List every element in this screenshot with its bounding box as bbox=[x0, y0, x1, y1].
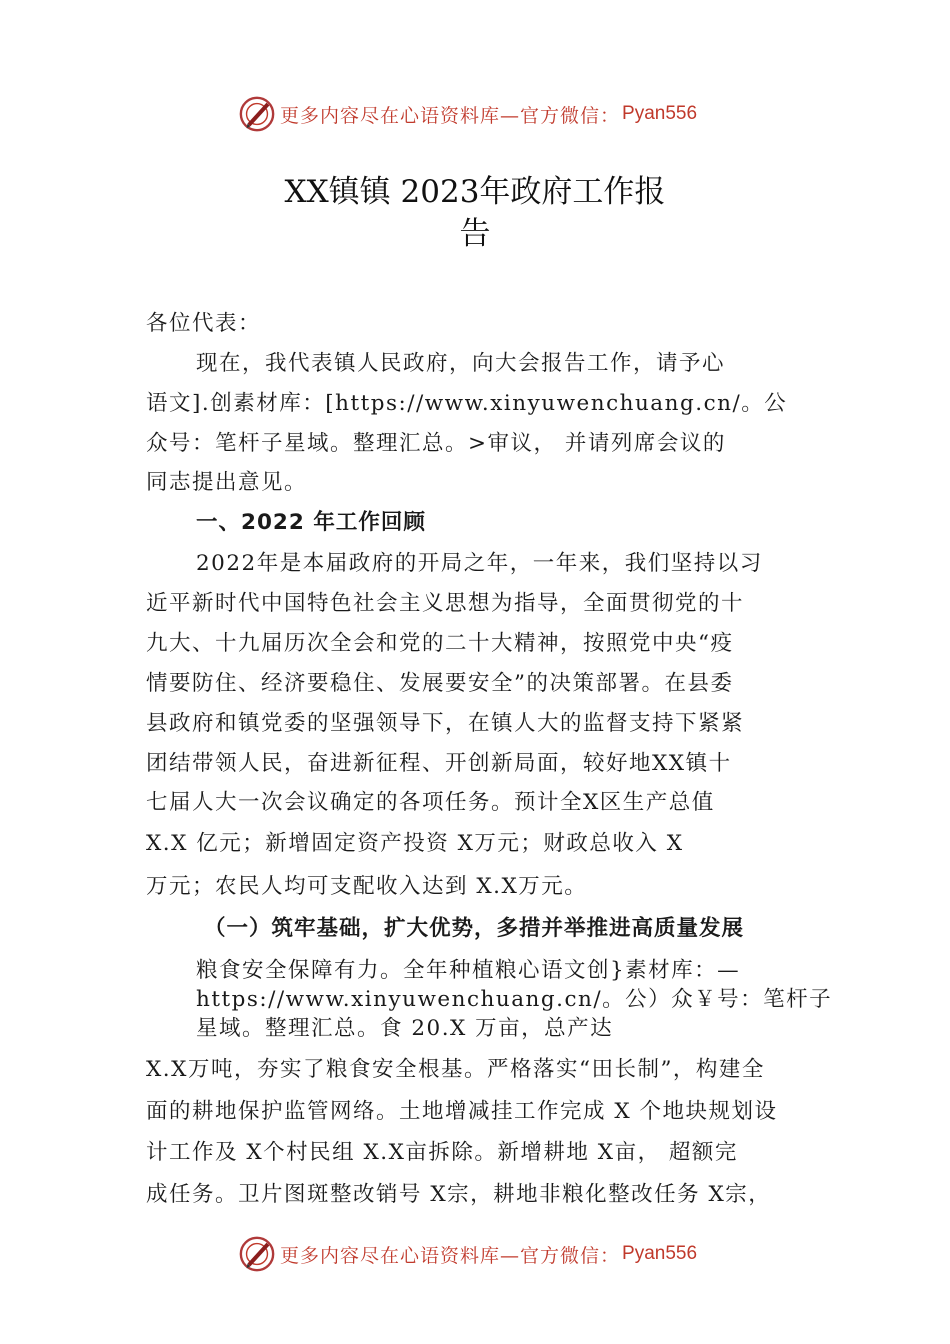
document-title-line-1: XX镇镇 2023年政府工作报 bbox=[284, 174, 666, 210]
paragraph-line: https://www.xinyuwenchuang.cn/。公）众￥号：笔杆子 bbox=[196, 987, 833, 1012]
paragraph-line: 众号：笔杆子星域。整理汇总。>审议， 并请列席会议的 bbox=[146, 431, 726, 456]
paragraph-line: 情要防住、经济要稳住、发展要安全”的决策部署。在县委 bbox=[146, 671, 734, 696]
paragraph-line: 面的耕地保护监管网络。土地增减挂工作完成 X 个地块规划设 bbox=[146, 1099, 778, 1124]
paragraph-line: X.X 亿元；新增固定资产投资 X万元；财政总收入 X bbox=[146, 831, 684, 856]
paragraph-line: 粮食安全保障有力。全年种植粮心语文创}素材库：— bbox=[196, 958, 741, 983]
section-heading: 一、2022 年工作回顾 bbox=[196, 510, 426, 535]
paragraph-line: 现在，我代表镇人民政府，向大会报告工作，请予心 bbox=[196, 351, 726, 376]
footer-banner bbox=[238, 1234, 758, 1274]
banner-wechat-id: Pyan556 bbox=[622, 1243, 698, 1264]
paragraph-line: X.X万吨，夯实了粮食安全根基。严格落实“田长制”，构建全 bbox=[146, 1057, 765, 1082]
paragraph-line: 成任务。卫片图斑整改销号 X宗，耕地非粮化整改任务 X宗， bbox=[146, 1182, 772, 1207]
brush-logo-icon bbox=[238, 95, 276, 133]
header-banner bbox=[238, 94, 758, 134]
document-title-line-2: 告 bbox=[459, 216, 491, 252]
banner-wechat-id: Pyan556 bbox=[622, 103, 698, 124]
salutation: 各位代表： bbox=[146, 311, 262, 336]
paragraph-line: 语文].创素材库：[https://www.xinyuwenchuang.cn/。公 bbox=[146, 391, 788, 416]
paragraph-line: 星域。整理汇总。食 20.X 万亩，总产达 bbox=[196, 1016, 614, 1041]
paragraph-line: 九大、十九届历次全会和党的二十大精神，按照党中央“疫 bbox=[146, 631, 734, 656]
paragraph-line: 县政府和镇党委的坚强领导下，在镇人大的监督支持下紧紧 bbox=[146, 711, 745, 736]
banner-text: 更多内容尽在心语资料库—官方微信： bbox=[280, 1244, 621, 1267]
subsection-heading: （一）筑牢基础，扩大优势，多措并举推进高质量发展 bbox=[204, 916, 745, 941]
paragraph-line: 2022年是本届政府的开局之年，一年来，我们坚持以习 bbox=[196, 551, 763, 576]
paragraph-line: 近平新时代中国特色社会主义思想为指导，全面贯彻党的十 bbox=[146, 591, 745, 616]
paragraph-line: 团结带领人民，奋进新征程、开创新局面，较好地XX镇十 bbox=[146, 751, 732, 776]
paragraph-line: 万元；农民人均可支配收入达到 X.X万元。 bbox=[146, 874, 588, 899]
banner-text: 更多内容尽在心语资料库—官方微信： bbox=[280, 104, 621, 127]
paragraph-line: 计工作及 X个村民组 X.X亩拆除。新增耕地 X亩， 超额完 bbox=[146, 1140, 738, 1165]
brush-logo-icon bbox=[238, 1235, 276, 1273]
paragraph-line: 七届人大一次会议确定的各项任务。预计全X区生产总值 bbox=[146, 790, 715, 815]
paragraph-line: 同志提出意见。 bbox=[146, 470, 308, 495]
